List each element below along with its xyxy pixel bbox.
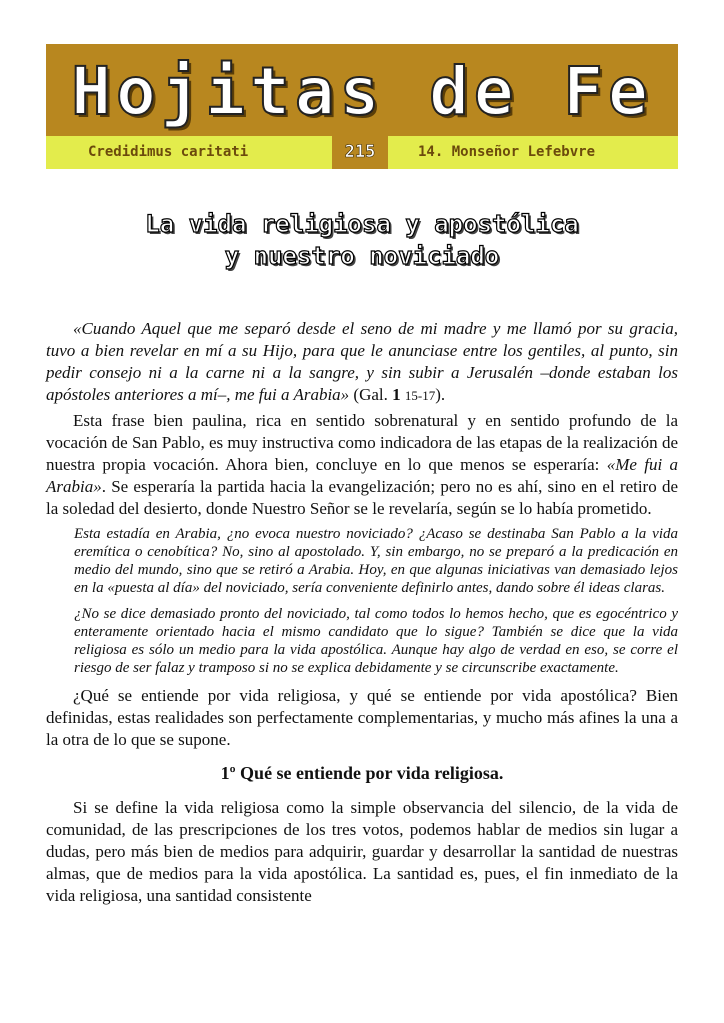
article-body — [46, 318, 678, 910]
series-title: 14. Monseñor Lefebvre — [418, 144, 596, 160]
publication-motto: Credidimus caritati — [88, 144, 249, 160]
paragraph-1 — [46, 410, 678, 520]
paragraph-1-text-a: Esta frase bien paulina, rica en sentido sobrenatural y en sentido profundo de la vocación de San Pablo, es muy instructiva como indicadora de las etapas de la realización de nuestra propia vocación. Ahora bien, concluye en lo que menos se esperaría: — [46, 411, 678, 474]
ref-book: (Gal. — [353, 385, 388, 404]
paragraph-1-emphasis: «Me fui a Arabia» — [46, 455, 678, 496]
ref-chapter: 1 — [392, 385, 401, 404]
masthead — [46, 44, 678, 169]
masthead-info-strip — [46, 136, 678, 169]
quote-reference — [353, 385, 445, 404]
masthead-title-band — [46, 44, 678, 136]
paragraph-2: ¿Qué se entiende por vida religiosa, y qué se entiende por vida apostólica? Bien definidas, estas realidades son perfectamente complementarias, y mucho más afines la una a la otra de lo que se supone. — [46, 686, 678, 749]
article-title-line-1: La vida religiosa y apostólica — [145, 210, 579, 238]
ref-verses: 15-17 — [404, 388, 436, 403]
paragraph-1-text-b: . Se esperaría la partida hacia la evangelización; pero no es ahí, sino en el retiro de la soledad del desierto, donde Nuestro Señor se le revelaría, según se lo había prometido. — [46, 477, 678, 518]
quote-text: «Cuando Aquel que me separó desde el seno de mi madre y me llamó por su gracia, tuvo a bien revelar en mí a su Hijo, para que le anunciase entre los gentiles, al punto, sin pedir consejo ni a la carne ni a la sangre, y sin subir a Jerusalén –donde estaban los apóstoles anteriores a mí–, me fui a Arabia» — [46, 319, 678, 404]
article-title — [46, 208, 678, 272]
section-heading-1: 1º Qué se entiende por vida religiosa. — [220, 763, 504, 783]
note-1: Esta estadía en Arabia, ¿no evoca nuestro noviciado? ¿Acaso se destinaba San Pablo a la vida eremítica o cenobítica? No, sino al apostolado. Y, sin embargo, no se preparó a la predicación en medio del mundo, sino que se retiró a Arabia. Hoy, en que algunas iniciativas van demasiado lejos en la «puesta al día» del noviciado, sería conveniente definirlo antes, dando sobre él ideas claras. — [74, 526, 678, 596]
opening-quote — [46, 318, 678, 407]
publication-title: Hojitas de Fe — [71, 53, 653, 130]
ref-close: ). — [435, 385, 446, 404]
article-title-line-2: y nuestro noviciado — [224, 242, 500, 270]
issue-number: 215 — [332, 136, 388, 169]
note-2: ¿No se dice demasiado pronto del noviciado, tal como todos lo hemos hecho, que es egocéntrico y enteramente orientado hacia el mismo candidato que lo sigue? También se dice que la vida religiosa es sólo un medio para la vida apostólica. Aunque hay algo de verdad en eso, se corre el riesgo de ser falaz y tramposo si no se explica debidamente y se circunscribe exactamente. — [74, 606, 678, 676]
paragraph-3: Si se define la vida religiosa como la simple observancia del silencio, de la vida de comunidad, de las prescripciones de los tres votos, podemos hablar de medios sin lugar a dudas, pero más bien de medios para adquirir, guardar y desarrollar la santidad de nuestras almas, que de medios para la vida apostólica. La santidad es, pues, el fin inmediato de la vida religiosa, una santidad consistente — [46, 798, 678, 905]
